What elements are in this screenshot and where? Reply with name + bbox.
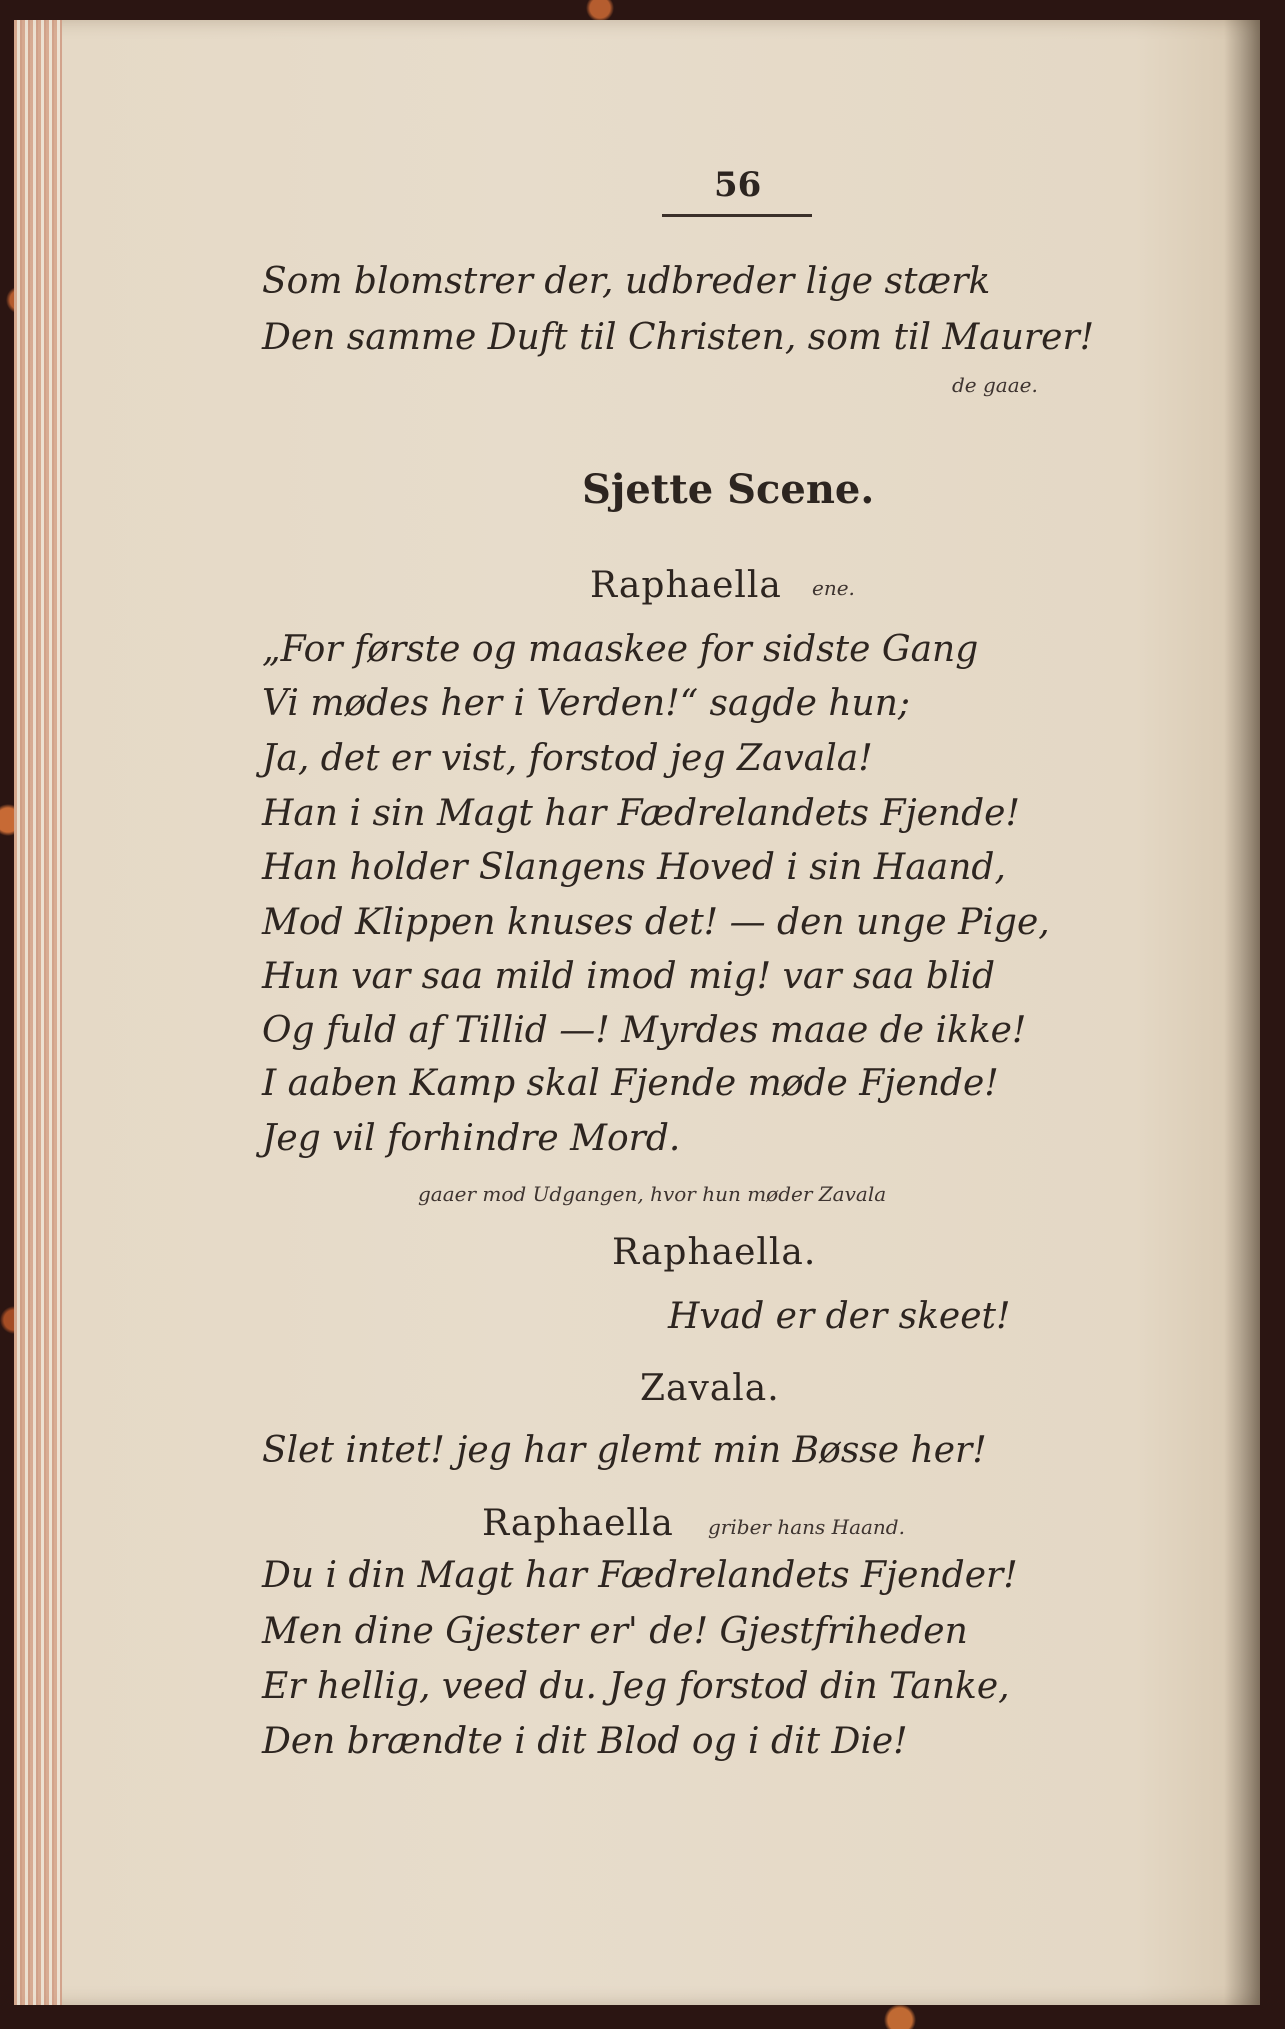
final-line-3: Er hellig, veed du. Jeg forstod din Tanke, bbox=[262, 1666, 1010, 1707]
opening-line-2: Den samme Duft til Christen, som til Maurer! bbox=[262, 317, 1095, 358]
opening-line-1: Som blomstrer der, udbreder lige stærk bbox=[262, 261, 991, 302]
page-shadow bbox=[1224, 20, 1260, 2005]
raphaella-alone-direction: ene. bbox=[812, 576, 855, 600]
monologue-line-5: Han holder Slangens Hoved i sin Haand, bbox=[262, 847, 1006, 888]
monologue-line-4: Han i sin Magt har Fædrelandets Fjende! bbox=[262, 793, 1020, 834]
raphaella-line: Hvad er der skeet! bbox=[668, 1296, 1011, 1337]
monologue-line-7: Hun var saa mild imod mig! var saa blid bbox=[262, 956, 995, 997]
page-number: 56 bbox=[714, 165, 762, 205]
speaker-zavala: Zavala. bbox=[640, 1368, 780, 1409]
page-number-rule bbox=[662, 214, 812, 217]
exit-direction: de gaae. bbox=[952, 373, 1038, 397]
final-line-4: Den brændte i dit Blod og i dit Die! bbox=[262, 1721, 908, 1762]
final-line-2: Men dine Gjester er' de! Gjestfriheden bbox=[262, 1611, 968, 1652]
monologue-line-9: I aaben Kamp skal Fjende møde Fjende! bbox=[262, 1063, 999, 1104]
monologue-line-10: Jeg vil forhindre Mord. bbox=[262, 1118, 681, 1159]
monologue-line-2: Vi mødes her i Verden!“ sagde hun; bbox=[262, 683, 911, 724]
meeting-direction: gaaer mod Udgangen, hvor hun møder Zavala bbox=[418, 1182, 887, 1206]
page-edges bbox=[14, 20, 62, 2005]
monologue-line-8: Og fuld af Tillid —! Myrdes maae de ikke! bbox=[262, 1010, 1027, 1051]
speaker-raphaella-alone: Raphaella bbox=[590, 565, 782, 606]
raphaella-grip-direction: griber hans Haand. bbox=[708, 1515, 905, 1539]
speaker-raphaella: Raphaella. bbox=[612, 1232, 817, 1273]
book-page bbox=[14, 20, 1260, 2005]
monologue-line-1: „For første og maaskee for sidste Gang bbox=[262, 629, 979, 670]
final-line-1: Du i din Magt har Fædrelandets Fjender! bbox=[262, 1555, 1018, 1596]
monologue-line-6: Mod Klippen knuses det! — den unge Pige, bbox=[262, 902, 1050, 943]
scene-title: Sjette Scene. bbox=[582, 466, 875, 513]
monologue-line-3: Ja, det er vist, forstod jeg Zavala! bbox=[262, 738, 873, 779]
zavala-line: Slet intet! jeg har glemt min Bøsse her! bbox=[262, 1430, 987, 1471]
speaker-raphaella-grip: Raphaella bbox=[482, 1503, 674, 1544]
